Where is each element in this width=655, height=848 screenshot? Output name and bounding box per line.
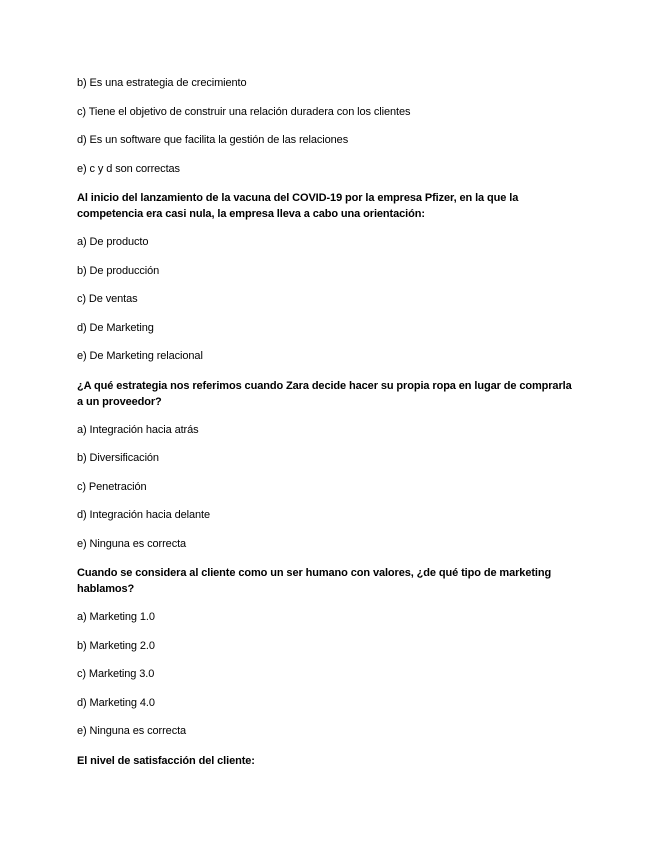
option-c-marketing-3: c) Marketing 3.0	[77, 668, 155, 680]
option-e-none-correct-2: e) Ninguna es correcta	[77, 725, 187, 737]
option-c-sales: c) De ventas	[77, 293, 138, 305]
question-zara-strategy: ¿A qué estrategia nos referimos cuando Zara decide hacer su propia ropa en lugar de comprarla a un proveedor?	[77, 379, 572, 408]
option-e-relational-marketing: e) De Marketing relacional	[77, 350, 203, 362]
option-b-production: b) De producción	[77, 264, 160, 277]
question-marketing-type: Cuando se considera al cliente como un ser humano con valores, ¿de qué tipo de marketing hablamos?	[77, 567, 552, 595]
option-e-c-and-d: e) c y d son correctas	[77, 162, 180, 175]
option-a-marketing-1: a) Marketing 1.0	[77, 611, 155, 623]
option-c-lasting-relationship: c) Tiene el objetivo de construir una relación duradera con los clientes	[77, 105, 411, 118]
option-b-diversification: b) Diversificación	[77, 452, 159, 464]
question-customer-satisfaction: El nivel de satisfacción del cliente:	[77, 754, 255, 767]
option-d-forward-integration: d) Integración hacia delante	[77, 509, 210, 521]
question-pfizer-orientation: Al inicio del lanzamiento de la vacuna del COVID-19 por la empresa Pfizer, en la que la competencia era casi nula, la empresa lleva a cabo una orientación:	[77, 192, 519, 220]
document-content	[77, 76, 577, 782]
option-b-strategy-growth: b) Es una estrategia de crecimiento	[77, 77, 247, 89]
option-c-penetration: c) Penetración	[77, 480, 147, 493]
option-d-marketing: d) De Marketing	[77, 321, 154, 334]
option-d-software: d) Es un software que facilita la gestión de las relaciones	[77, 134, 349, 146]
option-d-marketing-4: d) Marketing 4.0	[77, 696, 155, 709]
option-a-product: a) De producto	[77, 236, 149, 248]
option-b-marketing-2: b) Marketing 2.0	[77, 639, 155, 652]
option-e-none-correct: e) Ninguna es correcta	[77, 537, 187, 550]
option-a-backward-integration: a) Integración hacia atrás	[77, 423, 199, 436]
